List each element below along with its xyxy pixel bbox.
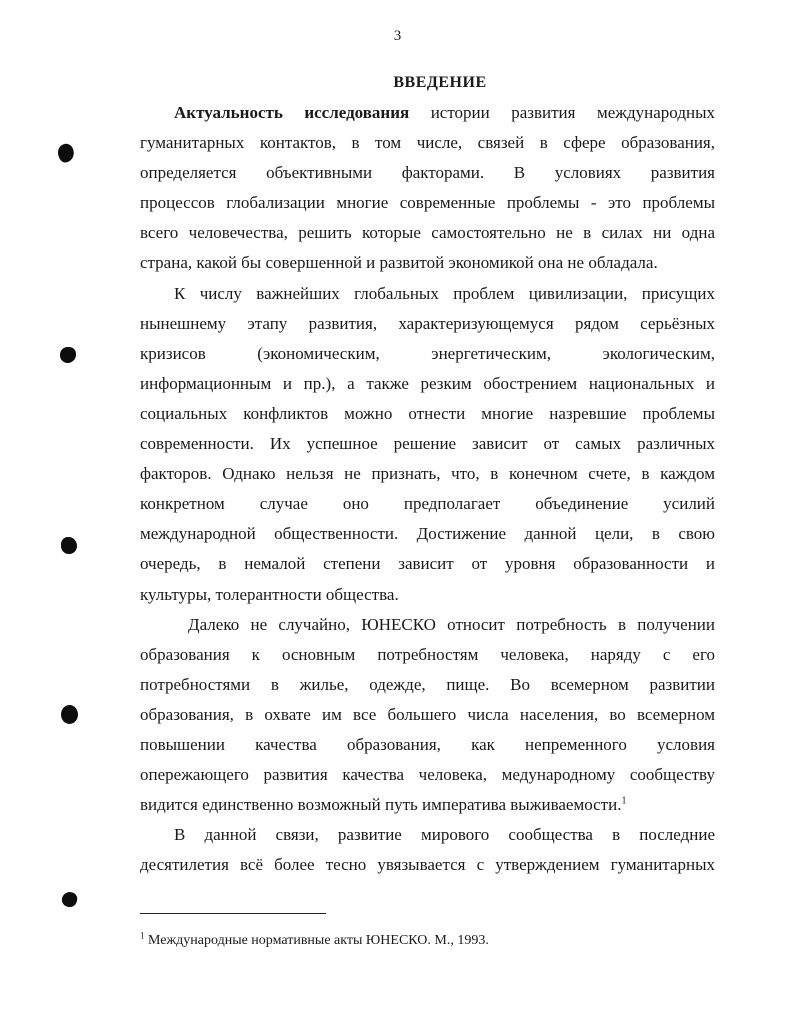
text-line: конкретном случае оно предполагает объединение усилий <box>140 494 715 514</box>
text-line: повышении качества образования, как непременного условия <box>140 734 715 754</box>
punch-hole-mark <box>55 142 76 164</box>
punch-hole-mark <box>61 537 77 554</box>
text-line: определяется объективными факторами. В условиях развития <box>140 163 715 183</box>
footnote-text: Международные нормативные акты ЮНЕСКО. М., 1993. <box>144 933 489 948</box>
text-line: образования к основным потребностям человека, наряду с его <box>140 644 715 664</box>
line-text: видится единственно возможный путь императива выживаемости. <box>140 795 622 815</box>
text-line: социальных конфликтов можно отнести многие назревшие проблемы <box>140 403 715 423</box>
text-line: очередь, в немалой степени зависит от уровня образованности и <box>140 554 715 574</box>
text-line: факторов. Однако нельзя не признать, что, в конечном счете, в каждом <box>140 464 715 484</box>
text-line: Далеко не случайно, ЮНЕСКО относит потребность в получении <box>188 614 715 634</box>
text-line: кризисов (экономическим, энергетическим, экологическим, <box>140 343 715 363</box>
text-line: нынешнему этапу развития, характеризующемуся рядом серьёзных <box>140 313 715 333</box>
text-line: К числу важнейших глобальных проблем цивилизации, присущих <box>174 283 715 303</box>
footnote-marker: 1 <box>140 930 145 941</box>
text-line: международной общественности. Достижение данной цели, в свою <box>140 524 715 544</box>
page-number: 3 <box>393 28 402 44</box>
line-text: истории развития международных <box>409 103 715 122</box>
text-line: информационным и пр.), а также резким обострением национальных и <box>140 373 715 393</box>
text-line <box>140 98 715 128</box>
bold-phrase: Актуальность исследования <box>174 103 410 122</box>
text-line: гуманитарных контактов, в том числе, связей в сфере образования, <box>140 133 715 153</box>
text-line: потребностями в жилье, одежде, пище. Во всемерном развитии <box>140 674 715 694</box>
text-line: десятилетия всё более тесно увязывается с утверждением гуманитарных <box>140 855 715 875</box>
punch-hole-mark <box>60 347 76 363</box>
text-line: В данной связи, развитие мирового сообщества в последние <box>174 825 715 845</box>
footnote-separator <box>140 913 326 914</box>
page-title: ВВЕДЕНИЕ <box>393 74 487 91</box>
footnote <box>140 930 489 949</box>
punch-hole-mark <box>60 890 78 908</box>
punch-hole-mark <box>61 705 78 724</box>
text-line: страна, какой бы совершенной и развитой экономикой она не обладала. <box>140 253 658 273</box>
text-line: современности. Их успешное решение зависит от самых различных <box>140 434 715 454</box>
footnote-reference[interactable]: 1 <box>621 795 627 807</box>
text-line: образования, в охвате им все большего числа населения, во всемерном <box>140 704 715 724</box>
text-line: всего человечества, решить которые самостоятельно не в силах ни одна <box>140 223 715 243</box>
document-body <box>140 98 715 880</box>
text-line: опережающего развития качества человека, медународному сообществу <box>140 765 715 785</box>
text-line: культуры, толерантности общества. <box>140 584 399 604</box>
text-line: процессов глобализации многие современные проблемы - это проблемы <box>140 193 715 213</box>
text-line <box>140 790 715 820</box>
